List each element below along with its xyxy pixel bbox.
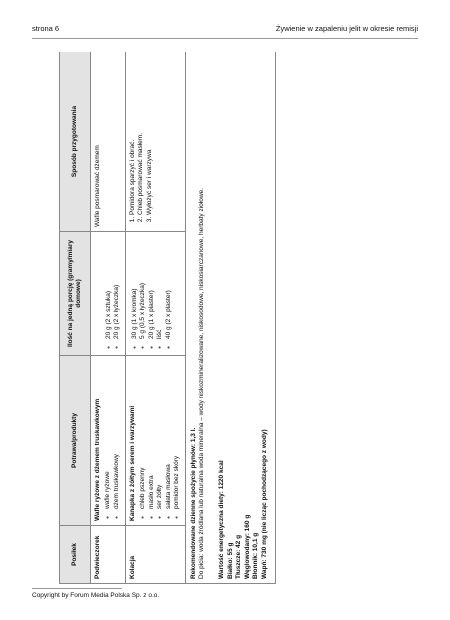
amount-item: ● 20 g (1 x plaster)	[148, 236, 156, 339]
ingredient-list	[139, 360, 181, 521]
header-divider	[32, 38, 418, 39]
table-row	[125, 52, 185, 584]
dish-title: Wafle ryżowe z dżemem truskawkowym	[94, 398, 101, 521]
prep-steps	[129, 56, 154, 227]
ingredient-item: ● pomidor bez skóry	[173, 360, 181, 509]
rotated-table-area	[59, 52, 391, 584]
amount-item: ● 20 g (2 x sztuka)	[105, 236, 113, 339]
document-title: Żywienie w zapaleniu jelit w okresie remisji	[275, 24, 418, 33]
ingredient-item: ● ser żółty	[156, 360, 164, 509]
copyright-text: Copyright by Forum Media Polska Sp. z o.o.	[32, 592, 160, 599]
amount-item: ● 5 g (0,5 x łyżeczka)	[139, 236, 147, 339]
page-number: strona 6	[32, 24, 60, 33]
amount-item: ● 30 g (1 x kromka)	[131, 236, 139, 339]
fluid-recommendation: Rekomendowane dzienne spożycie płynów: 1,3 l.	[189, 427, 197, 579]
meal-cell: Kolacja	[125, 526, 185, 584]
amount-cell	[125, 232, 185, 356]
table-header-row	[60, 52, 91, 584]
dish-cell	[91, 356, 126, 526]
diet-table	[59, 52, 276, 584]
amount-cell	[91, 232, 126, 356]
prep-cell: Wafle posmarować dżemem	[91, 52, 126, 232]
amount-item: ● liść	[156, 236, 164, 339]
ingredient-item: ● wafle ryżowe	[104, 360, 112, 509]
protein-value: Białko: 55 g	[226, 542, 234, 579]
ingredient-list	[104, 360, 121, 521]
carbs-value: Węglowodany: 160 g	[243, 514, 251, 579]
fiber-value: Błonnik: 10,1 g	[252, 532, 260, 579]
prep-cell	[125, 52, 185, 232]
footer-divider	[32, 588, 122, 589]
ingredient-item: ● sałata masłowa	[165, 360, 173, 509]
fat-value: Tłuszcze: 42 g	[235, 534, 243, 579]
prep-step: 2. Chleb posmarować masłem.	[137, 56, 145, 215]
calcium-value: Wapń: 730 mg (nie licząc pochodzącego z wody)	[260, 429, 268, 579]
amount-list	[105, 236, 122, 351]
energy-value: Wartość energetyczna diety: 1220 kcal	[218, 460, 226, 579]
dish-cell	[125, 356, 185, 526]
header-meal: Posiłek	[60, 526, 91, 584]
amount-list	[131, 236, 173, 351]
notes-cell	[185, 52, 276, 584]
amount-item: ● 40 g (2 x plaster)	[165, 236, 173, 339]
fluid-description: Do picia: woda źródlana lub naturalna woda mineralna – wody niskozmineralizowane, niskosodowe, niskosiarczanowe, herbaty ziołowe.	[197, 188, 205, 579]
prep-step: 1. Pomidora sparzyć i obrać.	[129, 56, 137, 215]
prep-step: 3. Wyłożyć ser i warzywa	[146, 56, 154, 215]
notes-row	[185, 52, 276, 584]
ingredient-item: ● chleb pszenny	[139, 360, 147, 509]
page-header	[32, 22, 418, 36]
dish-title: Kanapka z żółtym serem i warzywami	[128, 405, 136, 521]
header-amount: Ilość na jedną porcję (gramy/miary domowe)	[60, 232, 91, 356]
ingredient-item: ● dżem truskawkowy	[113, 360, 121, 509]
table-row	[91, 52, 126, 584]
meal-cell: Podwieczorek	[91, 526, 126, 584]
header-prep: Sposób przygotowania	[60, 52, 91, 232]
diet-table-container	[59, 52, 391, 584]
ingredient-item: ● masło extra	[148, 360, 156, 509]
header-dish: Potrawa/produkty	[60, 356, 91, 526]
amount-item: ● 20 g (2 x łyżeczka)	[113, 236, 121, 339]
